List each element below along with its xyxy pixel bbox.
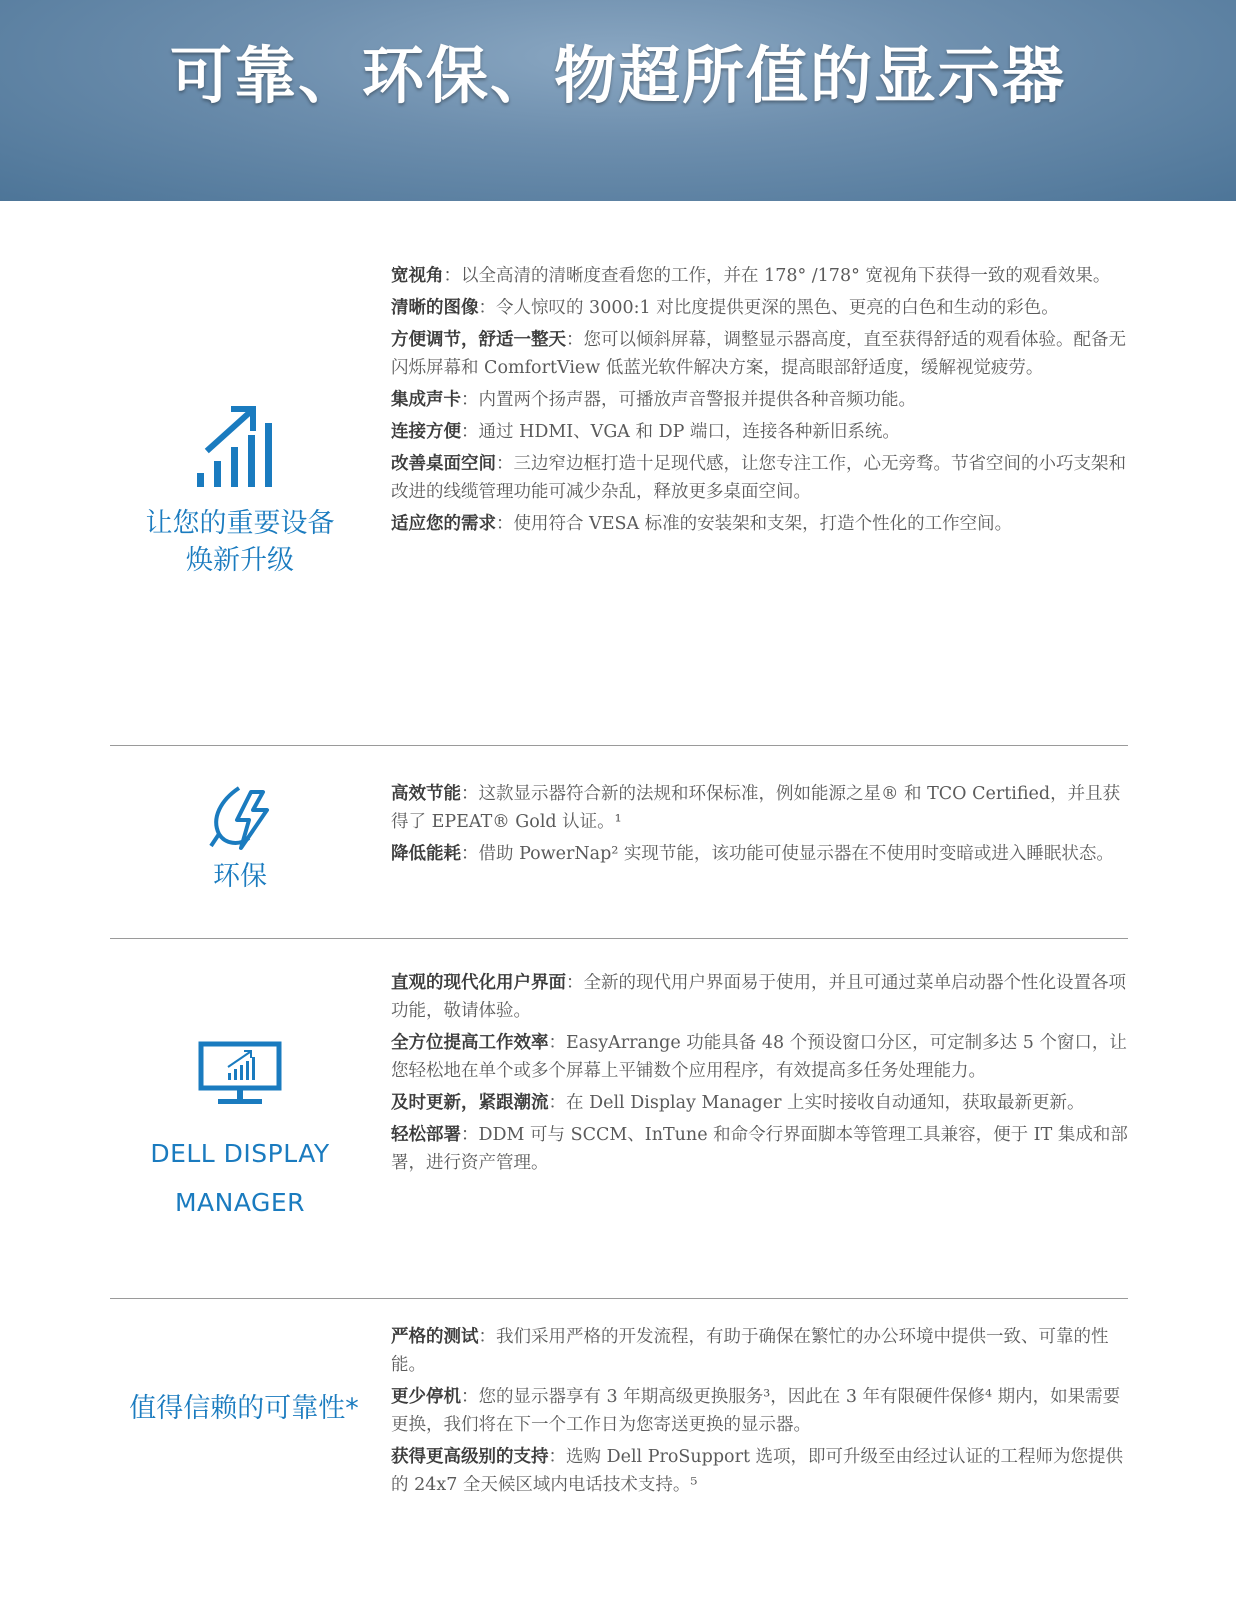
feature-item [391, 326, 1131, 382]
feature-term: 清晰的图像 [391, 298, 479, 318]
feature-term: 集成声卡 [391, 390, 461, 410]
monitor-chart-icon [198, 1041, 282, 1107]
section-divider [110, 745, 1128, 746]
feature-text: ：使用符合 VESA 标准的安装架和支架，打造个性化的工作空间。 [496, 514, 1013, 534]
feature-item [391, 1029, 1131, 1085]
feature-text: ：DDM 可与 SCCM、InTune 和命令行界面脚本等管理工具兼容，便于 IT 集成和部署，进行资产管理。 [391, 1125, 1128, 1173]
growth-chart-icon [195, 405, 285, 493]
feature-term: 降低能耗 [391, 844, 461, 864]
feature-term: 全方位提高工作效率 [391, 1033, 549, 1053]
feature-text: ：以全高清的清晰度查看您的工作，并在 178° /178° 宽视角下获得一致的观看效果。 [443, 266, 1111, 286]
feature-term: 连接方便 [391, 422, 461, 442]
section-heading-reliability: 值得信赖的可靠性* [129, 1393, 359, 1424]
feature-text: ：令人惊叹的 3000:1 对比度提供更深的黑色、更亮的白色和生动的彩色。 [478, 298, 1059, 318]
section-upgrade-aside [110, 405, 370, 579]
feature-term: 高效节能 [391, 784, 461, 804]
feature-term: 方便调节，舒适一整天 [391, 330, 566, 350]
section-reliability-aside [104, 1390, 384, 1427]
feature-item [391, 969, 1131, 1025]
heading-line-2: 焕新升级 [186, 545, 294, 576]
feature-list [391, 969, 1131, 1181]
feature-item [391, 386, 1131, 414]
feature-term: 改善桌面空间 [391, 454, 496, 474]
feature-text: ：您的显示器享有 3 年期高级更换服务³，因此在 3 年有限硬件保修⁴ 期内，如果需要更换，我们将在下一个工作日为您寄送更换的显示器。 [391, 1387, 1121, 1435]
page-title: 可靠、环保、物超所值的显示器 [169, 39, 1066, 112]
section-heading-eco: 环保 [213, 861, 267, 892]
heading-line-1: DELL DISPLAY [150, 1139, 330, 1168]
leaf-energy-icon [205, 782, 275, 852]
feature-list [391, 1323, 1131, 1503]
feature-text: ：借助 PowerNap² 实现节能，该功能可使显示器在不使用时变暗或进入睡眠状态。 [461, 844, 1114, 864]
feature-item [391, 1121, 1131, 1177]
feature-item [391, 780, 1131, 836]
feature-term: 适应您的需求 [391, 514, 496, 534]
feature-item [391, 1443, 1131, 1499]
feature-term: 及时更新，紧跟潮流 [391, 1093, 549, 1113]
feature-term: 轻松部署 [391, 1125, 461, 1145]
section-heading-upgrade [110, 505, 370, 579]
section-divider [110, 938, 1128, 939]
feature-item [391, 294, 1131, 322]
feature-item [391, 840, 1131, 868]
feature-term: 更少停机 [391, 1387, 461, 1407]
header-banner [0, 0, 1236, 201]
feature-text: ：三边窄边框打造十足现代感，让您专注工作，心无旁骛。节省空间的小巧支架和改进的线缆管理功能可减少杂乱，释放更多桌面空间。 [391, 454, 1126, 502]
feature-item [391, 1323, 1131, 1379]
feature-item [391, 450, 1131, 506]
feature-text: ：全新的现代用户界面易于使用，并且可通过菜单启动器个性化设置各项功能，敬请体验。 [391, 973, 1126, 1021]
feature-term: 直观的现代化用户界面 [391, 973, 566, 993]
feature-text: ：在 Dell Display Manager 上实时接收自动通知，获取最新更新。 [548, 1093, 1085, 1113]
feature-text: ：我们采用严格的开发流程，有助于确保在繁忙的办公环境中提供一致、可靠的性能。 [391, 1327, 1109, 1375]
feature-text: ：EasyArrange 功能具备 48 个预设窗口分区，可定制多达 5 个窗口，让您轻松地在单个或多个屏幕上平铺数个应用程序，有效提高多任务处理能力。 [391, 1033, 1127, 1081]
feature-term: 宽视角 [391, 266, 444, 286]
section-heading-ddm [110, 1129, 370, 1227]
feature-text: ：内置两个扬声器，可播放声音警报并提供各种音频功能。 [461, 390, 916, 410]
feature-item [391, 418, 1131, 446]
feature-item [391, 262, 1131, 290]
feature-text: ：通过 HDMI、VGA 和 DP 端口，连接各种新旧系统。 [461, 422, 900, 442]
feature-list [391, 262, 1131, 542]
section-eco-aside [110, 782, 370, 895]
heading-line-1: 让您的重要设备 [145, 508, 335, 539]
feature-list [391, 780, 1131, 872]
feature-term: 严格的测试 [391, 1327, 479, 1347]
feature-item [391, 1089, 1131, 1117]
feature-text: ：选购 Dell ProSupport 选项，即可升级至由经过认证的工程师为您提供的 24x7 全天候区域内电话技术支持。⁵ [391, 1447, 1124, 1495]
section-ddm-aside [110, 1041, 370, 1227]
section-divider [110, 1298, 1128, 1299]
heading-line-2: MANAGER [174, 1188, 306, 1217]
feature-term: 获得更高级别的支持 [391, 1447, 549, 1467]
feature-text: ：这款显示器符合新的法规和环保标准，例如能源之星® 和 TCO Certified，并且获得了 EPEAT® Gold 认证。¹ [391, 784, 1121, 832]
feature-item [391, 1383, 1131, 1439]
feature-item [391, 510, 1131, 538]
feature-text: ：您可以倾斜屏幕，调整显示器高度，直至获得舒适的观看体验。配备无闪烁屏幕和 ComfortView 低蓝光软件解决方案，提高眼部舒适度，缓解视觉疲劳。 [391, 330, 1126, 378]
